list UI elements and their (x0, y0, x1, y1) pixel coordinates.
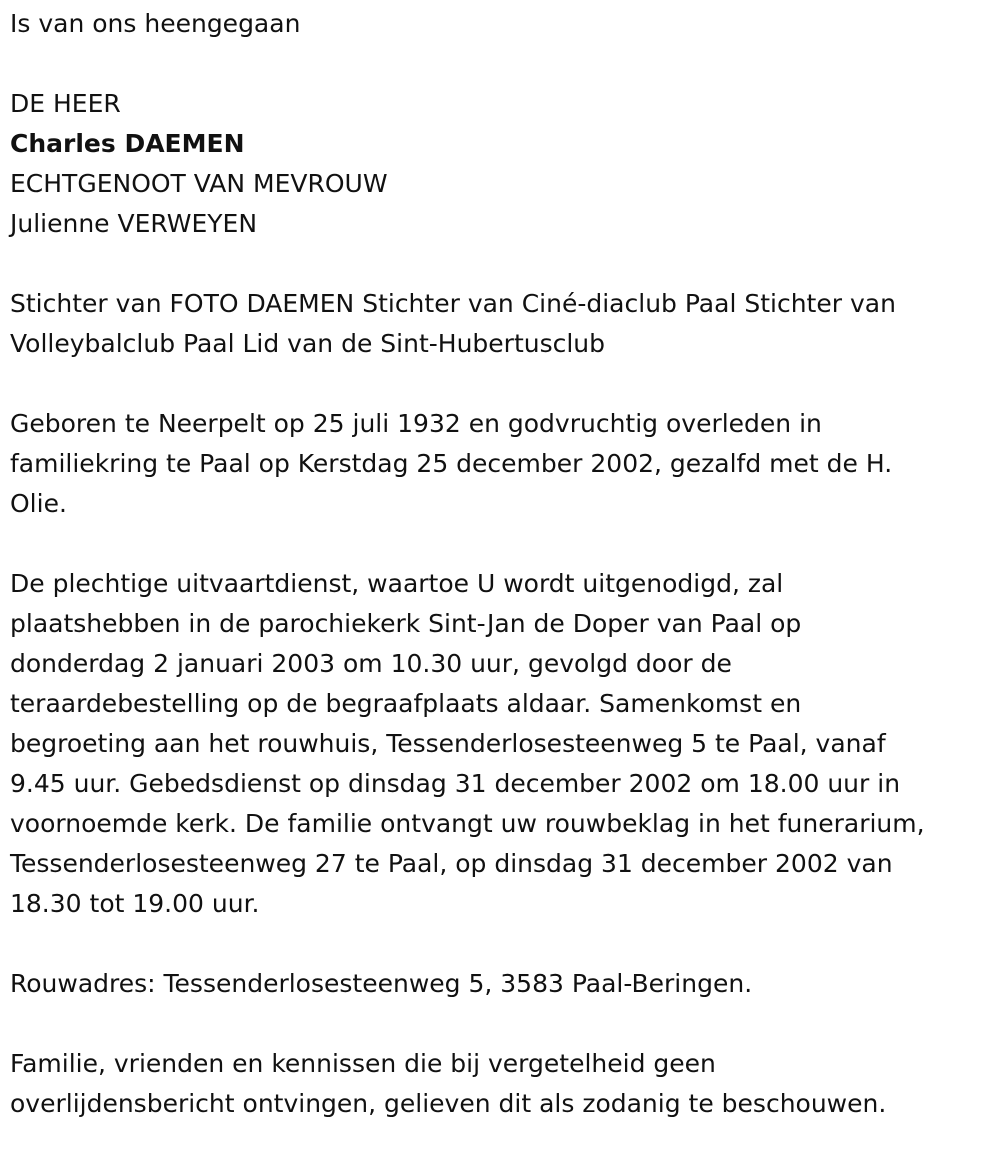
spouse-name: Julienne VERWEYEN (10, 209, 258, 238)
salutation-text: DE HEER (10, 89, 121, 118)
birth-death-line: familiekring te Paal op Kerstdag 25 december 2002, gezalfd met de H. (10, 449, 893, 478)
death-notice (10, 4, 995, 1124)
relation-text: ECHTGENOOT VAN MEVROUW (10, 169, 388, 198)
closing-line: overlijdensbericht ontvingen, gelieven dit als zodanig te beschouwen. (10, 1089, 887, 1118)
funeral-line: De plechtige uitvaartdienst, waartoe U wordt uitgenodigd, zal (10, 569, 784, 598)
roles-paragraph (10, 284, 995, 364)
spacer (10, 524, 995, 564)
spacer (10, 244, 995, 284)
spacer (10, 44, 995, 84)
roles-line: Stichter van FOTO DAEMEN Stichter van Ciné-diaclub Paal Stichter van (10, 289, 896, 318)
mourning-address: Rouwadres: Tessenderlosesteenweg 5, 3583 Paal-Beringen. (10, 969, 753, 998)
birth-death-line: Geboren te Neerpelt op 25 juli 1932 en godvruchtig overleden in (10, 409, 822, 438)
spacer (10, 1004, 995, 1044)
funeral-line: begroeting aan het rouwhuis, Tessenderlosesteenweg 5 te Paal, vanaf (10, 729, 886, 758)
funeral-line: plaatshebben in de parochiekerk Sint-Jan de Doper van Paal op (10, 609, 802, 638)
roles-line: Volleybalclub Paal Lid van de Sint-Hubertusclub (10, 329, 606, 358)
funeral-line: 18.30 tot 19.00 uur. (10, 889, 260, 918)
closing-line: Familie, vrienden en kennissen die bij vergetelheid geen (10, 1049, 716, 1078)
funeral-line: 9.45 uur. Gebedsdienst op dinsdag 31 december 2002 om 18.00 uur in (10, 769, 901, 798)
spacer (10, 924, 995, 964)
funeral-paragraph (10, 564, 995, 924)
funeral-line: Tessenderlosesteenweg 27 te Paal, op dinsdag 31 december 2002 van (10, 849, 893, 878)
intro-text: Is van ons heengegaan (10, 9, 301, 38)
birth-death-line: Olie. (10, 489, 67, 518)
funeral-line: donderdag 2 januari 2003 om 10.30 uur, gevolgd door de (10, 649, 732, 678)
funeral-line: voornoemde kerk. De familie ontvangt uw rouwbeklag in het funerarium, (10, 809, 925, 838)
deceased-name: Charles DAEMEN (10, 129, 245, 158)
funeral-line: teraardebestelling op de begraafplaats aldaar. Samenkomst en (10, 689, 802, 718)
closing-paragraph (10, 1044, 995, 1124)
birth-death-paragraph (10, 404, 995, 524)
spacer (10, 364, 995, 404)
